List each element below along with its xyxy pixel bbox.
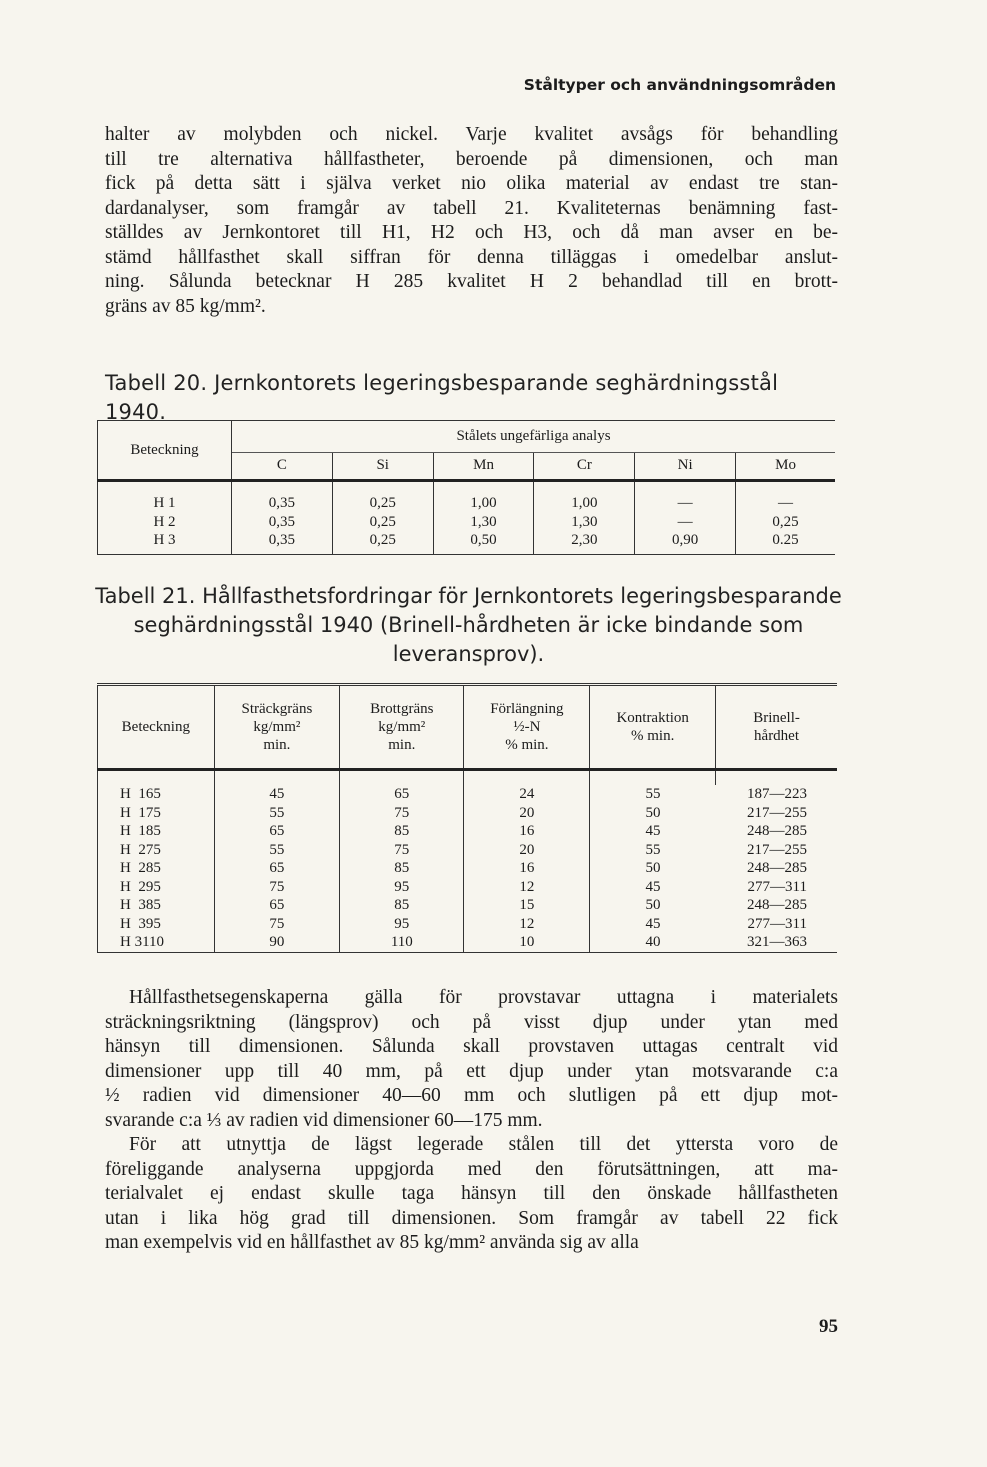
row-designation: H 2	[98, 513, 232, 532]
paragraph-2	[105, 986, 838, 1133]
cell-tensile-strength: 85	[340, 822, 464, 841]
cell-contraction: 50	[645, 804, 661, 821]
text-line: gräns av 85 kg/mm².	[105, 295, 266, 317]
cell-yield-strength: 55	[214, 804, 339, 823]
cell-elongation: 20	[464, 804, 590, 823]
header-line: min.	[388, 737, 416, 753]
cell-contraction: 55	[645, 841, 661, 858]
text-line: fick på detta sätt i själva verket nio olika material av endast tre stan-	[105, 173, 838, 194]
column-header-brinell-hardness	[716, 685, 837, 770]
text-line: stämd hållfasthet skall siffran för denna tilläggas i omedelbar anslut-	[105, 246, 838, 268]
table-row	[98, 841, 838, 860]
text-line: För att utnyttja de lägst legerade stålen till det yttersta voro de	[129, 1134, 838, 1155]
cell-yield-strength: 75	[214, 915, 339, 934]
text-line: man exempelvis vid en hållfasthet av 85 kg/mm² använda sig av alla	[105, 1232, 639, 1253]
cell-brinell-hardness: 248—285	[747, 823, 807, 839]
cell-brinell-hardness: 187—223	[747, 786, 807, 802]
text-line: terialvalet ej endast skulle taga hänsyn till den önskade hållfastheten	[105, 1183, 838, 1204]
cell-c: 0,35	[232, 494, 333, 513]
cell-c: 0,35	[232, 513, 333, 532]
cell-elongation: 24	[464, 785, 590, 804]
text-line: hänsyn till dimensionen. Sålunda skall provstaven uttagas centralt vid	[105, 1036, 838, 1057]
table-21	[97, 683, 837, 953]
column-header-c: C	[232, 452, 333, 480]
cell-mn: 1,00	[433, 494, 534, 513]
text-line: sträckningsriktning (längsprov) och på visst djup under ytan med	[105, 1011, 838, 1033]
cell-designation: H 385	[98, 896, 215, 915]
cell-cr: 2,30	[534, 531, 635, 550]
column-header-designation: Beteckning	[98, 421, 232, 481]
running-header: Ståltyper och användningsområden	[523, 76, 836, 94]
table-row	[98, 933, 838, 952]
text-line: svarande c:a ⅓ av radien vid dimensioner 60—175 mm.	[105, 1109, 543, 1131]
cell-contraction: 45	[645, 823, 661, 839]
cell-ni: —	[635, 513, 736, 532]
table-row	[98, 513, 836, 532]
cell-yield-strength: 75	[214, 878, 339, 897]
column-header-tensile-strength	[340, 685, 464, 770]
column-header-cr: Cr	[534, 452, 635, 480]
header-line: kg/mm²	[253, 719, 301, 735]
cell-brinell-hardness: 321—363	[747, 934, 807, 950]
cell-designation: H 185	[98, 822, 215, 841]
cell-brinell-hardness: 217—255	[747, 841, 807, 858]
table-row	[98, 494, 836, 513]
group-header-analysis: Stålets ungefärliga analys	[232, 421, 836, 453]
header-line: % min.	[631, 728, 675, 744]
cell-mo: —	[778, 495, 794, 511]
cell-yield-strength: 45	[214, 785, 339, 804]
header-line: Brottgräns	[370, 701, 434, 717]
cell-ni: 0,90	[635, 531, 736, 550]
cell-tensile-strength: 95	[340, 915, 464, 934]
cell-tensile-strength: 75	[340, 804, 464, 823]
cell-si: 0,25	[332, 531, 433, 550]
text-line: till tre alternativa hållfastheter, beroende på dimensionen, och man	[105, 148, 838, 170]
text-line: dimensioner upp till 40 mm, på ett djup under ytan motsvarande c:a	[105, 1060, 838, 1082]
cell-tensile-strength: 85	[340, 859, 464, 878]
header-line: Sträckgräns	[241, 701, 313, 717]
cell-elongation: 12	[464, 878, 590, 897]
table-row	[98, 804, 838, 823]
caption-line: Tabell 21. Hållfasthetsfordringar för Jernkontorets legeringsbesparande	[95, 584, 842, 608]
column-header-ni: Ni	[635, 452, 736, 480]
table-21-caption	[90, 582, 847, 669]
text-line: ställdes av Jernkontoret till H1, H2 och H3, och då man avser en be-	[105, 222, 838, 243]
table-20-caption: Tabell 20. Jernkontorets legeringsbesparande seghärdningsstål 1940.	[105, 371, 779, 424]
text-line: ning. Sålunda betecknar H 285 kvalitet H 2 behandlad till en brott-	[105, 271, 838, 292]
paragraph-1	[105, 123, 838, 319]
cell-elongation: 16	[464, 859, 590, 878]
text-line: föreliggande analyserna uppgjorda med den förutsättningen, att ma-	[105, 1158, 838, 1180]
cell-designation: H 295	[98, 878, 215, 897]
column-header-designation	[98, 685, 215, 770]
cell-mn: 0,50	[433, 531, 534, 550]
table-row	[98, 531, 836, 550]
cell-tensile-strength: 85	[340, 896, 464, 915]
text-line: ½ radien vid dimensioner 40—60 mm och slutligen på ett djup mot-	[105, 1085, 838, 1106]
column-header-si: Si	[332, 452, 433, 480]
cell-tensile-strength: 110	[340, 933, 464, 952]
header-line: kg/mm²	[378, 719, 426, 735]
row-designation: H 3	[98, 531, 232, 550]
header-line: hårdhet	[754, 728, 800, 744]
cell-cr: 1,30	[534, 513, 635, 532]
table-row	[98, 878, 838, 897]
text-line: halter av molybden och nickel. Varje kvalitet avsågs för behandling	[105, 124, 838, 145]
table-row	[98, 896, 838, 915]
cell-mo: 0,25	[772, 513, 799, 530]
cell-elongation: 12	[464, 915, 590, 934]
table-row	[98, 915, 838, 934]
cell-designation: H 275	[98, 841, 215, 860]
cell-tensile-strength: 75	[340, 841, 464, 860]
cell-contraction: 45	[645, 878, 661, 895]
row-designation: H 1	[98, 494, 232, 513]
column-header-elongation	[464, 685, 590, 770]
cell-designation: H 175	[98, 804, 215, 823]
cell-designation: H 285	[98, 859, 215, 878]
caption-line: leveransprov).	[392, 642, 545, 666]
cell-yield-strength: 55	[214, 841, 339, 860]
cell-elongation: 10	[464, 933, 590, 952]
cell-si: 0,25	[332, 513, 433, 532]
cell-elongation: 20	[464, 841, 590, 860]
cell-mo: 0.25	[772, 532, 799, 548]
column-header-yield-strength	[214, 685, 339, 770]
table-row	[98, 785, 838, 804]
text-line: dardanalyser, som framgår av tabell 21. Kvaliteternas benämning fast-	[105, 197, 838, 219]
cell-elongation: 16	[464, 822, 590, 841]
cell-designation: H 165	[98, 785, 215, 804]
cell-brinell-hardness: 277—311	[747, 878, 807, 895]
text-line: Hållfasthetsegenskaperna gälla för provstavar uttagna i materialets	[129, 987, 838, 1008]
cell-si: 0,25	[332, 494, 433, 513]
table-row	[98, 822, 838, 841]
cell-designation: H 395	[98, 915, 215, 934]
cell-brinell-hardness: 217—255	[747, 804, 807, 821]
header-line: Kontraktion	[616, 710, 689, 726]
cell-tensile-strength: 65	[340, 785, 464, 804]
header-line: min.	[263, 737, 291, 753]
cell-yield-strength: 65	[214, 859, 339, 878]
header-line: Brinell-	[753, 710, 800, 726]
column-header-contraction	[590, 685, 716, 770]
cell-contraction: 55	[645, 786, 661, 802]
cell-brinell-hardness: 248—285	[747, 860, 807, 876]
cell-brinell-hardness: 248—285	[747, 897, 807, 913]
cell-cr: 1,00	[534, 494, 635, 513]
cell-brinell-hardness: 277—311	[747, 915, 807, 932]
header-line: Förlängning	[490, 701, 564, 717]
header-line: Beteckning	[121, 719, 190, 735]
cell-yield-strength: 90	[214, 933, 339, 952]
cell-c: 0,35	[232, 531, 333, 550]
page-number: 95	[819, 1316, 838, 1337]
cell-yield-strength: 65	[214, 896, 339, 915]
cell-tensile-strength: 95	[340, 878, 464, 897]
cell-contraction: 45	[645, 915, 661, 932]
table-20	[97, 420, 835, 555]
column-header-mn: Mn	[433, 452, 534, 480]
paragraph-3	[105, 1133, 838, 1256]
caption-line: seghärdningsstål 1940 (Brinell-hårdheten är icke bindande som	[133, 613, 804, 637]
cell-designation: H 3110	[98, 933, 215, 952]
cell-mn: 1,30	[433, 513, 534, 532]
cell-contraction: 50	[645, 897, 661, 913]
cell-yield-strength: 65	[214, 822, 339, 841]
cell-contraction: 50	[645, 860, 661, 876]
text-line: utan i lika hög grad till dimensionen. Som framgår av tabell 22 fick	[105, 1207, 838, 1229]
header-line: % min.	[505, 737, 549, 753]
cell-contraction: 40	[645, 934, 661, 950]
header-line: ½-N	[513, 719, 541, 735]
cell-elongation: 15	[464, 896, 590, 915]
column-header-mo: Mo	[736, 452, 835, 480]
cell-ni: —	[635, 494, 736, 513]
table-row	[98, 859, 838, 878]
